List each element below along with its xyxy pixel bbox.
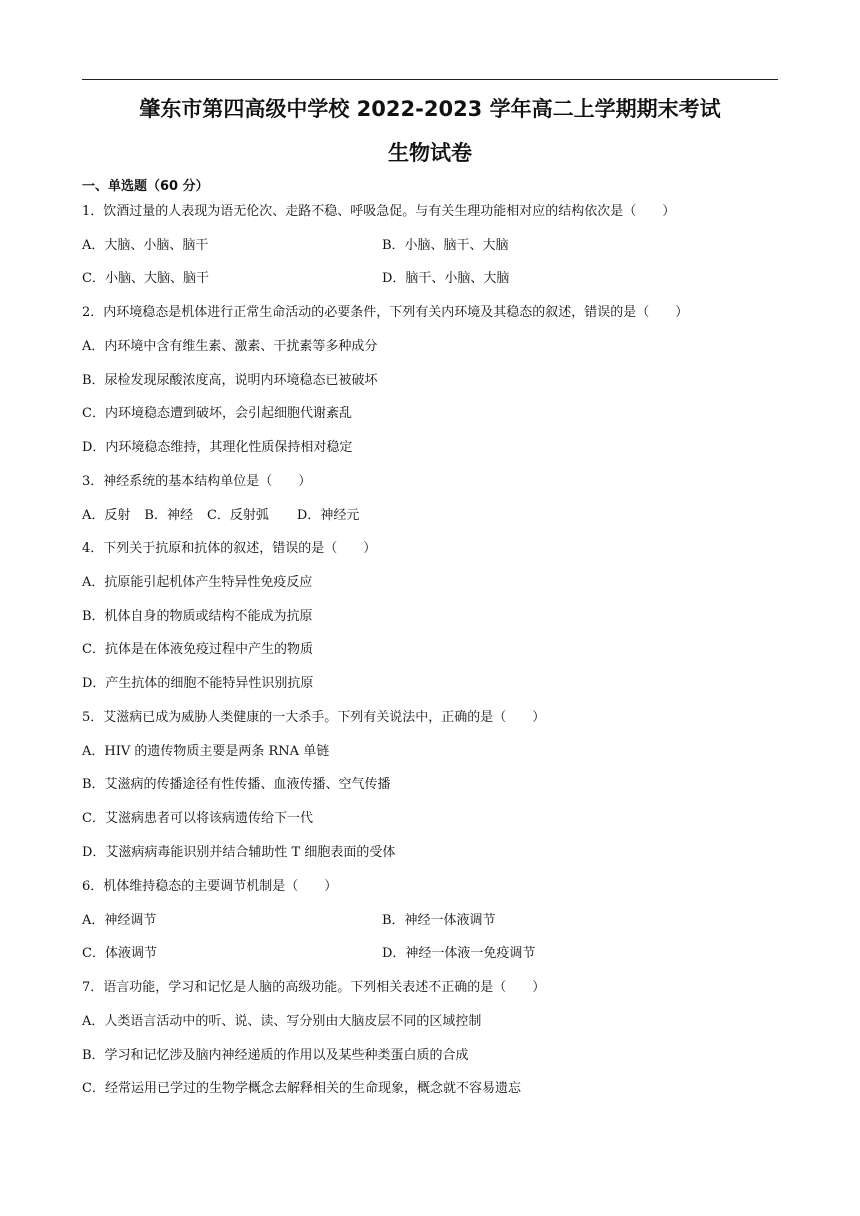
question-5-option-c: C．艾滋病患者可以将该病遗传给下一代 [82,811,313,826]
question-3-option-d: D．神经元 [296,508,360,523]
question-3-option-b: B．神经 [144,508,193,523]
question-2-option-c: C．内环境稳态遭到破坏，会引起细胞代谢紊乱 [82,406,352,421]
question-5-option-d: D．艾滋病病毒能识别并结合辅助性 T 细胞表面的受体 [82,845,396,860]
question-2-option-a: A．内环境中含有维生素、激素、干扰素等多种成分 [82,339,378,354]
question-4-option-c: C．抗体是在体液免疫过程中产生的物质 [82,642,313,657]
question-6-stem: 6．机体维持稳态的主要调节机制是（ ） [82,879,338,894]
exam-title: 肇东市第四高级中学校 2022-2023 学年高二上学期期末考试 [139,97,721,121]
header-rule [82,79,778,80]
question-5-stem: 5．艾滋病已成为威胁人类健康的一大杀手。下列有关说法中，正确的是（ ） [82,710,546,725]
question-1-option-a: A．大脑、小脑、脑干 [82,238,209,253]
question-1-option-c: C．小脑、大脑、脑干 [82,271,209,286]
question-4-stem: 4．下列关于抗原和抗体的叙述，错误的是（ ） [82,541,377,556]
question-4-option-d: D．产生抗体的细胞不能特异性识别抗原 [82,676,314,691]
question-4-option-a: A．抗原能引起机体产生特异性免疫反应 [82,575,313,590]
section-heading: 一、单选题（60 分） [82,179,209,194]
question-2-option-d: D．内环境稳态维持，其理化性质保持相对稳定 [82,440,353,455]
question-7-stem: 7．语言功能，学习和记忆是人脑的高级功能。下列相关表述不正确的是（ ） [82,980,546,995]
question-3-options [82,507,359,525]
question-3-stem: 3．神经系统的基本结构单位是（ ） [82,474,312,489]
question-4-option-b: B．机体自身的物质或结构不能成为抗原 [82,609,313,624]
question-7-option-b: B．学习和记忆涉及脑内神经递质的作用以及某些种类蛋白质的合成 [82,1048,469,1063]
exam-subject: 生物试卷 [388,141,472,165]
question-6-option-c: C．体液调节 [82,946,157,961]
question-3-option-c: C．反射弧 [206,508,269,523]
question-7-option-a: A．人类语言活动中的听、说、读、写分别由大脑皮层不同的区域控制 [82,1014,482,1029]
question-1-stem: 1．饮酒过量的人表现为语无伦次、走路不稳、呼吸急促。与有关生理功能相对应的结构依次是（ ） [82,204,676,219]
question-6-option-d: D．神经一体液一免疫调节 [382,946,536,961]
question-7-option-c: C．经常运用已学过的生物学概念去解释相关的生命现象，概念就不容易遗忘 [82,1081,521,1096]
question-6-option-a: A．神经调节 [82,913,157,928]
question-2-option-b: B．尿检发现尿酸浓度高，说明内环境稳态已被破坏 [82,373,378,388]
question-1-option-d: D．脑干、小脑、大脑 [382,271,510,286]
question-5-option-a: A．HIV 的遗传物质主要是两条 RNA 单链 [82,744,330,759]
question-2-stem: 2．内环境稳态是机体进行正常生命活动的必要条件，下列有关内环境及其稳态的叙述，错误的是（ ） [82,305,689,320]
question-6-option-b: B．神经一体液调节 [382,913,496,928]
question-1-option-b: B．小脑、脑干、大脑 [382,238,509,253]
question-3-option-a: A．反射 [82,508,131,523]
question-5-option-b: B．艾滋病的传播途径有性传播、血液传播、空气传播 [82,777,391,792]
